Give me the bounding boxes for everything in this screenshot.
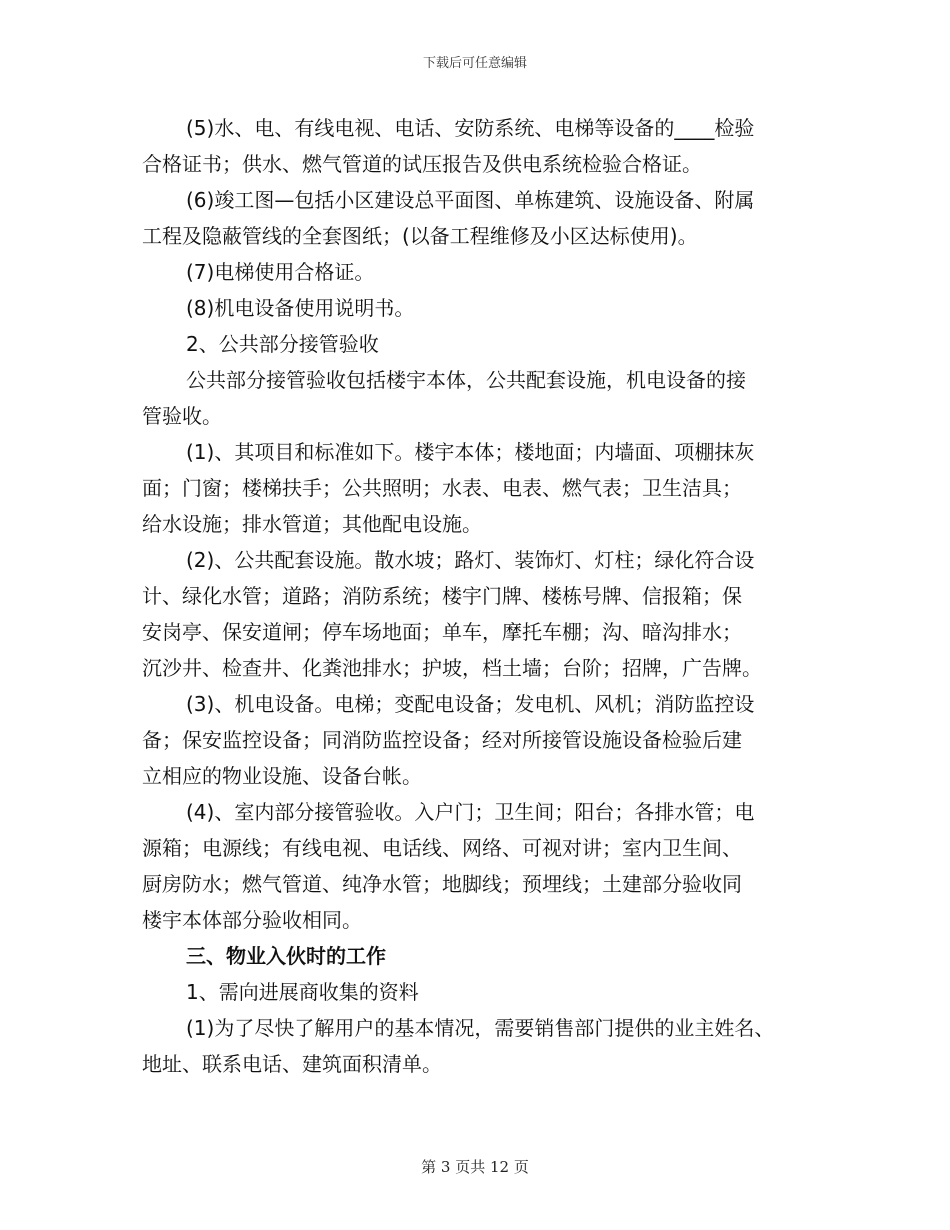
text-line: 地址、联系电话、建筑面积清单。	[142, 1052, 442, 1076]
text-line: 给水设施；排水管道；其他配电设施。	[142, 512, 482, 536]
text-line: 1、需向进展商收集的资料	[186, 980, 419, 1004]
text-line: 管验收。	[142, 404, 222, 428]
text-line: (7)电梯使用合格证。	[186, 260, 375, 284]
text-line: 厨房防水；燃气管道、纯净水管；地脚线；预埋线；土建部分验收同	[142, 872, 742, 896]
text-line: 安岗亭、保安道闸；停车场地面；单车，摩托车棚；沟、暗沟排水；	[142, 620, 742, 644]
text-line: 备；保安监控设备；同消防监控设备；经对所接管设施设备检验后建	[142, 728, 742, 752]
page-footer: 第 3 页共 12 页	[421, 1158, 529, 1176]
text-line: 2、公共部分接管验收	[186, 332, 379, 356]
text-line: (4)、室内部分接管验收。入户门；卫生间；阳台；各排水管；电	[186, 800, 755, 824]
text-line: (6)竣工图—包括小区建设总平面图、单栋建筑、设施设备、附属	[186, 188, 755, 212]
page-header: 下载后可任意编辑	[422, 56, 527, 71]
text-line: 立相应的物业设施、设备台帐。	[142, 764, 422, 788]
text-line: (8)机电设备使用说明书。	[186, 296, 415, 320]
text-line: 合格证书；供水、燃气管道的试压报告及供电系统检验合格证。	[142, 152, 702, 176]
text-line: (3)、机电设备。电梯；变配电设备；发电机、风机；消防监控设	[186, 692, 755, 716]
text-line: (5)水、电、有线电视、电话、安防系统、电梯等设备的____检验	[186, 116, 755, 140]
text-line: 沉沙井、检查井、化粪池排水；护坡，档土墙；台阶；招牌，广告牌。	[142, 656, 762, 680]
section-heading: 三、物业入伙时的工作	[186, 944, 386, 968]
text-line: 面；门窗；楼梯扶手；公共照明；水表、电表、燃气表；卫生洁具；	[142, 476, 742, 500]
text-line: (2)、公共配套设施。散水坡；路灯、装饰灯、灯柱；绿化符合设	[186, 548, 755, 572]
document-body	[142, 110, 822, 1082]
text-line: 公共部分接管验收包括楼宇本体，公共配套设施，机电设备的接	[186, 368, 746, 392]
text-line: 工程及隐蔽管线的全套图纸；(以备工程维修及小区达标使用)。	[142, 224, 698, 248]
text-line: 计、绿化水管；道路；消防系统；楼宇门牌、楼栋号牌、信报箱；保	[142, 584, 742, 608]
text-line: (1)为了尽快了解用户的基本情况，需要销售部门提供的业主姓名、	[186, 1016, 775, 1040]
text-line: 源箱；电源线；有线电视、电话线、网络、可视对讲；室内卫生间、	[142, 836, 742, 860]
text-line: 楼宇本体部分验收相同。	[142, 908, 362, 932]
text-line: (1)、其项目和标准如下。楼宇本体；楼地面；内墙面、项棚抹灰	[186, 440, 755, 464]
